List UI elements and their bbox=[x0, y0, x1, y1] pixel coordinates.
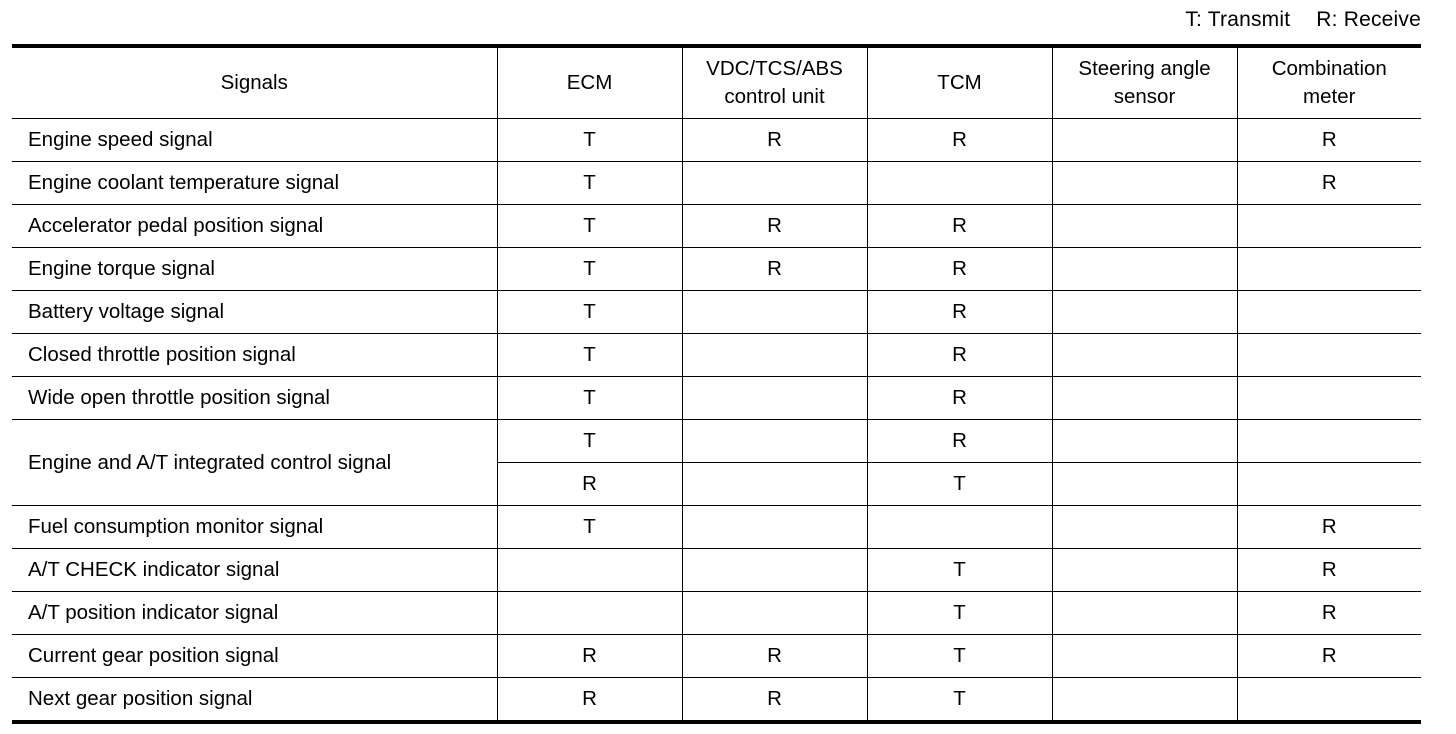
cell-tcm: R bbox=[867, 334, 1052, 377]
cell-tcm: R bbox=[867, 248, 1052, 291]
cell-ecm: T bbox=[497, 119, 682, 162]
cell-combination-meter bbox=[1237, 377, 1421, 420]
header-combination-text: Combination meter bbox=[1271, 57, 1387, 108]
table-row bbox=[12, 592, 1421, 635]
cell-ecm: T bbox=[497, 291, 682, 334]
cell-combination-meter bbox=[1237, 420, 1421, 463]
cell-tcm: R bbox=[867, 377, 1052, 420]
signal-table bbox=[12, 44, 1421, 724]
legend-receive: R: Receive bbox=[1316, 8, 1421, 31]
table-row bbox=[12, 549, 1421, 592]
cell-tcm: R bbox=[867, 119, 1052, 162]
cell-ecm: R bbox=[497, 635, 682, 678]
cell-ecm: T bbox=[497, 205, 682, 248]
cell-combination-meter bbox=[1237, 248, 1421, 291]
cell-tcm: T bbox=[867, 592, 1052, 635]
table-row bbox=[12, 291, 1421, 334]
header-combination-meter bbox=[1237, 46, 1421, 119]
cell-combination-meter bbox=[1237, 463, 1421, 506]
cell-tcm: R bbox=[867, 291, 1052, 334]
cell-combination-meter bbox=[1237, 291, 1421, 334]
cell-ecm: T bbox=[497, 334, 682, 377]
cell-ecm: T bbox=[497, 377, 682, 420]
cell-ecm bbox=[497, 592, 682, 635]
cell-vdc-tcs-abs bbox=[682, 291, 867, 334]
cell-steering-angle-sensor bbox=[1052, 592, 1237, 635]
cell-steering-angle-sensor bbox=[1052, 291, 1237, 334]
header-vdc-tcs-abs bbox=[682, 46, 867, 119]
table-row bbox=[12, 248, 1421, 291]
cell-ecm: R bbox=[497, 678, 682, 723]
cell-vdc-tcs-abs: R bbox=[682, 635, 867, 678]
table-row bbox=[12, 678, 1421, 723]
cell-steering-angle-sensor bbox=[1052, 506, 1237, 549]
signal-name: Fuel consumption monitor signal bbox=[12, 506, 497, 549]
cell-combination-meter bbox=[1237, 334, 1421, 377]
signal-name: Engine speed signal bbox=[12, 119, 497, 162]
cell-vdc-tcs-abs bbox=[682, 549, 867, 592]
cell-tcm: T bbox=[867, 549, 1052, 592]
header-steering-text: Steering angle sensor bbox=[1078, 57, 1211, 108]
cell-vdc-tcs-abs bbox=[682, 162, 867, 205]
header-signals: Signals bbox=[12, 46, 497, 119]
cell-vdc-tcs-abs bbox=[682, 506, 867, 549]
cell-tcm bbox=[867, 506, 1052, 549]
signal-name: A/T position indicator signal bbox=[12, 592, 497, 635]
cell-vdc-tcs-abs: R bbox=[682, 205, 867, 248]
cell-vdc-tcs-abs bbox=[682, 420, 867, 463]
cell-vdc-tcs-abs: R bbox=[682, 678, 867, 723]
cell-ecm: R bbox=[497, 463, 682, 506]
cell-combination-meter: R bbox=[1237, 506, 1421, 549]
table-row bbox=[12, 377, 1421, 420]
cell-ecm: T bbox=[497, 420, 682, 463]
header-ecm: ECM bbox=[497, 46, 682, 119]
cell-vdc-tcs-abs bbox=[682, 592, 867, 635]
signal-name: Engine and A/T integrated control signal bbox=[12, 420, 497, 506]
cell-ecm bbox=[497, 549, 682, 592]
cell-combination-meter: R bbox=[1237, 162, 1421, 205]
cell-steering-angle-sensor bbox=[1052, 635, 1237, 678]
cell-steering-angle-sensor bbox=[1052, 377, 1237, 420]
cell-steering-angle-sensor bbox=[1052, 420, 1237, 463]
cell-steering-angle-sensor bbox=[1052, 162, 1237, 205]
table-row bbox=[12, 205, 1421, 248]
cell-vdc-tcs-abs bbox=[682, 377, 867, 420]
header-steering-angle-sensor bbox=[1052, 46, 1237, 119]
cell-vdc-tcs-abs bbox=[682, 334, 867, 377]
cell-steering-angle-sensor bbox=[1052, 549, 1237, 592]
table-row bbox=[12, 420, 1421, 463]
cell-ecm: T bbox=[497, 248, 682, 291]
signal-name: Battery voltage signal bbox=[12, 291, 497, 334]
cell-tcm: T bbox=[867, 678, 1052, 723]
signal-name: Accelerator pedal position signal bbox=[12, 205, 497, 248]
cell-combination-meter bbox=[1237, 205, 1421, 248]
header-vdc-tcs-abs-text: VDC/TCS/ABS control unit bbox=[706, 57, 843, 108]
table-row bbox=[12, 334, 1421, 377]
cell-combination-meter: R bbox=[1237, 549, 1421, 592]
table-row bbox=[12, 506, 1421, 549]
table-row bbox=[12, 119, 1421, 162]
cell-steering-angle-sensor bbox=[1052, 205, 1237, 248]
signal-name: Closed throttle position signal bbox=[12, 334, 497, 377]
cell-combination-meter: R bbox=[1237, 635, 1421, 678]
signal-name: Wide open throttle position signal bbox=[12, 377, 497, 420]
cell-steering-angle-sensor bbox=[1052, 334, 1237, 377]
signal-name: Current gear position signal bbox=[12, 635, 497, 678]
table-row bbox=[12, 635, 1421, 678]
cell-vdc-tcs-abs bbox=[682, 463, 867, 506]
cell-steering-angle-sensor bbox=[1052, 463, 1237, 506]
cell-ecm: T bbox=[497, 506, 682, 549]
cell-vdc-tcs-abs: R bbox=[682, 248, 867, 291]
cell-tcm: T bbox=[867, 463, 1052, 506]
cell-steering-angle-sensor bbox=[1052, 248, 1237, 291]
signal-name: Next gear position signal bbox=[12, 678, 497, 723]
signal-name: A/T CHECK indicator signal bbox=[12, 549, 497, 592]
cell-vdc-tcs-abs: R bbox=[682, 119, 867, 162]
cell-combination-meter: R bbox=[1237, 119, 1421, 162]
cell-ecm: T bbox=[497, 162, 682, 205]
table-row bbox=[12, 162, 1421, 205]
cell-tcm: T bbox=[867, 635, 1052, 678]
signal-name: Engine torque signal bbox=[12, 248, 497, 291]
cell-tcm: R bbox=[867, 205, 1052, 248]
cell-combination-meter bbox=[1237, 678, 1421, 723]
cell-steering-angle-sensor bbox=[1052, 678, 1237, 723]
cell-combination-meter: R bbox=[1237, 592, 1421, 635]
header-row bbox=[12, 46, 1421, 119]
cell-steering-angle-sensor bbox=[1052, 119, 1237, 162]
legend bbox=[1185, 8, 1421, 32]
legend-transmit: T: Transmit bbox=[1185, 8, 1291, 31]
signal-name: Engine coolant temperature signal bbox=[12, 162, 497, 205]
cell-tcm: R bbox=[867, 420, 1052, 463]
header-tcm: TCM bbox=[867, 46, 1052, 119]
cell-tcm bbox=[867, 162, 1052, 205]
